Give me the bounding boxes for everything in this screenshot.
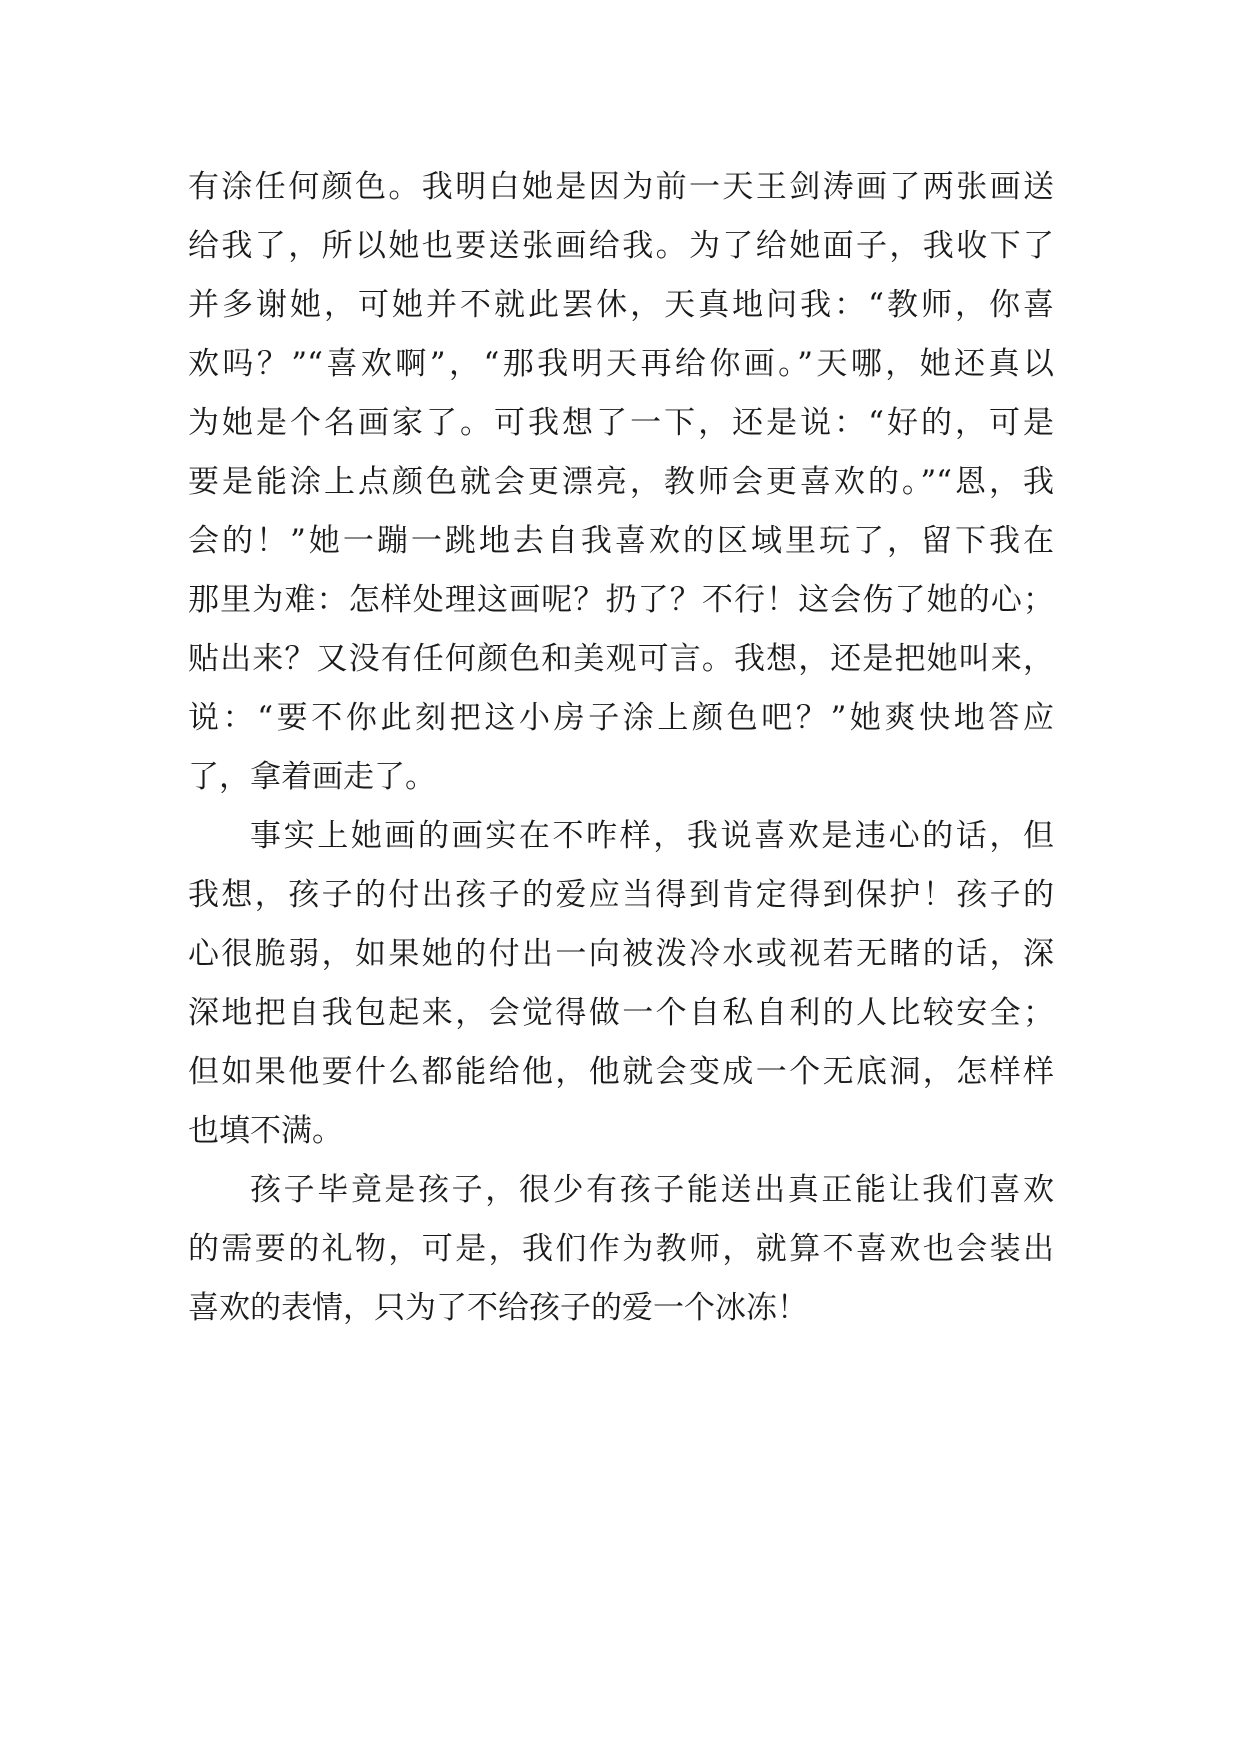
text-line: 给我了，所以她也要送张画给我。为了给她面子，我收下了 xyxy=(188,228,1054,264)
text-line: 那里为难：怎样处理这画呢？扔了？不行！这会伤了她的心； xyxy=(188,582,1054,618)
text-line: 的需要的礼物，可是，我们作为教师，就算不喜欢也会装出 xyxy=(188,1231,1054,1267)
body-text xyxy=(188,158,1054,1338)
text-line: 贴出来？又没有任何颜色和美观可言。我想，还是把她叫来， xyxy=(188,641,1054,677)
text-line: 事实上她画的画实在不咋样，我说喜欢是违心的话，但 xyxy=(250,818,1054,854)
text-line: 说：“要不你此刻把这小房子涂上颜色吧？”她爽快地答应 xyxy=(188,700,1054,736)
text-line: 深地把自我包起来，会觉得做一个自私自利的人比较安全； xyxy=(188,995,1054,1031)
text-line: 有涂任何颜色。我明白她是因为前一天王剑涛画了两张画送 xyxy=(188,169,1054,205)
text-line: 会的！”她一蹦一跳地去自我喜欢的区域里玩了，留下我在 xyxy=(188,523,1054,559)
text-line: 我想，孩子的付出孩子的爱应当得到肯定得到保护！孩子的 xyxy=(188,877,1054,913)
text-line: 欢吗？”“喜欢啊”，“那我明天再给你画。”天哪，她还真以 xyxy=(188,346,1054,382)
text-line: 也填不满。 xyxy=(188,1113,343,1149)
text-line: 为她是个名画家了。可我想了一下，还是说：“好的，可是 xyxy=(188,405,1054,441)
text-line: 但如果他要什么都能给他，他就会变成一个无底洞，怎样样 xyxy=(188,1054,1054,1090)
text-line: 喜欢的表情，只为了不给孩子的爱一个冰冻！ xyxy=(188,1290,808,1326)
text-line: 心很脆弱，如果她的付出一向被泼冷水或视若无睹的话，深 xyxy=(188,936,1054,972)
text-line: 了，拿着画走了。 xyxy=(188,759,436,795)
text-line: 要是能涂上点颜色就会更漂亮，教师会更喜欢的。”“恩，我 xyxy=(188,464,1054,500)
text-line: 并多谢她，可她并不就此罢休，天真地问我：“教师，你喜 xyxy=(188,287,1054,323)
text-line: 孩子毕竟是孩子，很少有孩子能送出真正能让我们喜欢 xyxy=(250,1172,1054,1208)
